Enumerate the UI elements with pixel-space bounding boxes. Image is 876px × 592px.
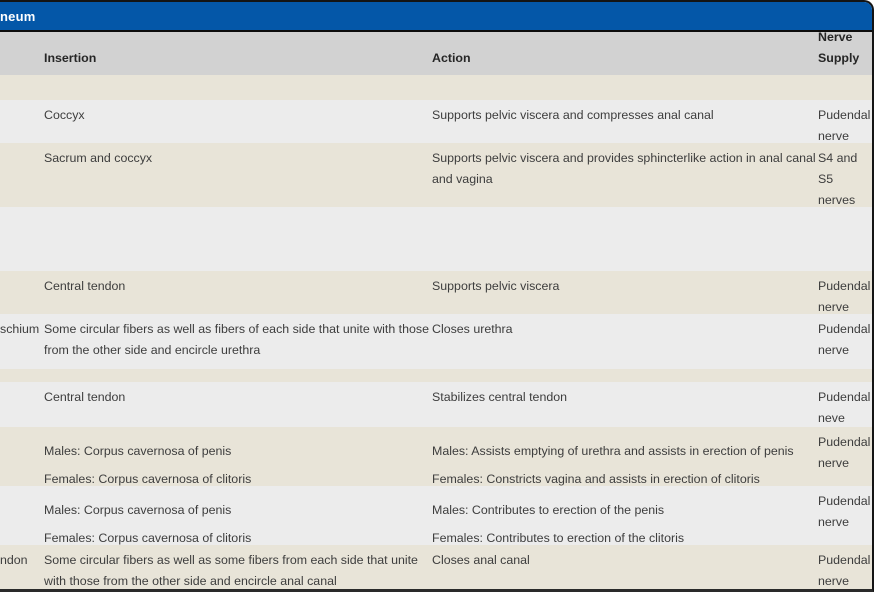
cell-insertion xyxy=(44,545,432,589)
table-row xyxy=(0,545,872,589)
cell-action xyxy=(432,271,818,314)
nerve-supply-text-line: neve xyxy=(818,411,845,425)
cell-nerve-supply xyxy=(818,486,872,545)
action-text-line: Supports pelvic viscera and provides sphincterlike action in anal canal xyxy=(432,151,816,165)
cell-muscle-fragment xyxy=(0,382,44,427)
cell-nerve-supply xyxy=(818,427,872,486)
action-text-line: Closes urethra xyxy=(432,322,513,336)
header-cell-insertion xyxy=(44,48,432,69)
cell-action xyxy=(432,143,818,207)
cell-insertion xyxy=(44,271,432,314)
cell-action xyxy=(432,427,818,486)
cell-muscle-fragment xyxy=(0,100,44,143)
nerve-supply-text-line: nerve xyxy=(818,129,849,143)
insertion-text-line: Some circular fibers as well as some fibers from each side that unite xyxy=(44,553,418,567)
insertion-text-line: Females: Corpus cavernosa of clitoris xyxy=(44,531,252,545)
header-label-insertion: Insertion xyxy=(44,51,97,65)
section-spacer-row xyxy=(0,207,872,271)
nerve-supply-text-line: nerve xyxy=(818,515,849,529)
action-text-line: Closes anal canal xyxy=(432,553,530,567)
muscle-fragment-text: schium xyxy=(0,322,40,336)
nerve-supply-text-line: Pudendal xyxy=(818,322,871,336)
cell-action xyxy=(432,545,818,589)
insertion-text-line: Central tendon xyxy=(44,390,126,404)
table-body xyxy=(0,75,872,589)
header-label-nerve: Nerve xyxy=(818,30,853,44)
nerve-supply-text-line: Pudendal xyxy=(818,435,871,449)
action-text-line: and vagina xyxy=(432,172,493,186)
action-text-line: Females: Constricts vagina and assists in erection of clitoris xyxy=(432,472,760,486)
cell-nerve-supply xyxy=(818,382,872,427)
insertion-text-line: Males: Corpus cavernosa of penis xyxy=(44,503,232,517)
nerve-supply-text-line: nerve xyxy=(818,456,849,470)
insertion-text-line: with those from the other side and encircle anal canal xyxy=(44,574,337,588)
nerve-supply-text-line: Pudendal xyxy=(818,390,871,404)
insertion-text-line: Central tendon xyxy=(44,279,126,293)
action-text-line: Males: Assists emptying of urethra and assists in erection of penis xyxy=(432,444,794,458)
header-label-action: Action xyxy=(432,51,471,65)
cell-nerve-supply xyxy=(818,314,872,369)
cell-insertion xyxy=(44,314,432,369)
cell-action xyxy=(432,314,818,369)
nerve-supply-text-line: nerve xyxy=(818,300,849,314)
header-cell-nerve-supply xyxy=(818,27,872,69)
cell-muscle-fragment xyxy=(0,545,44,589)
action-text-line: Supports pelvic viscera xyxy=(432,279,560,293)
action-text-line: Supports pelvic viscera and compresses anal canal xyxy=(432,108,714,122)
cell-insertion xyxy=(44,382,432,427)
nerve-supply-text-line: nerves xyxy=(818,193,856,207)
table-row xyxy=(0,382,872,427)
cell-action xyxy=(432,382,818,427)
cell-action xyxy=(432,100,818,143)
header-label-supply: Supply xyxy=(818,51,860,65)
insertion-text-line: Males: Corpus cavernosa of penis xyxy=(44,444,232,458)
nerve-supply-text-line: S5 xyxy=(818,172,834,186)
table-title-bar xyxy=(0,2,872,30)
cell-insertion xyxy=(44,486,432,545)
cell-nerve-supply xyxy=(818,143,872,207)
table-row xyxy=(0,427,872,486)
cell-nerve-supply xyxy=(818,545,872,589)
action-text-line: Males: Contributes to erection of the penis xyxy=(432,503,665,517)
cell-nerve-supply xyxy=(818,100,872,143)
cell-insertion xyxy=(44,427,432,486)
insertion-text-line: Females: Corpus cavernosa of clitoris xyxy=(44,472,252,486)
section-spacer-row xyxy=(0,75,872,100)
insertion-text-line: Coccyx xyxy=(44,108,85,122)
action-text-line: Stabilizes central tendon xyxy=(432,390,568,404)
table-row xyxy=(0,314,872,369)
cell-nerve-supply xyxy=(818,271,872,314)
action-text-line: Females: Contributes to erection of the clitoris xyxy=(432,531,685,545)
table-row xyxy=(0,143,872,207)
cell-insertion xyxy=(44,100,432,143)
table-header-row xyxy=(0,32,872,75)
nerve-supply-text-line: nerve xyxy=(818,343,849,357)
cell-muscle-fragment xyxy=(0,271,44,314)
table-row xyxy=(0,271,872,314)
cell-muscle-fragment xyxy=(0,486,44,545)
nerve-supply-text-line: Pudendal xyxy=(818,279,871,293)
nerve-supply-text-line: nerve xyxy=(818,574,849,588)
table-row xyxy=(0,486,872,545)
nerve-supply-text-line: S4 and xyxy=(818,151,858,165)
cell-muscle-fragment xyxy=(0,314,44,369)
cell-insertion xyxy=(44,143,432,207)
insertion-text-line: Some circular fibers as well as fibers of each side that unite with those xyxy=(44,322,429,336)
cell-action xyxy=(432,486,818,545)
insertion-text-line: from the other side and encircle urethra xyxy=(44,343,261,357)
muscle-fragment-text: ndon xyxy=(0,553,28,567)
insertion-text-line: Sacrum and coccyx xyxy=(44,151,153,165)
nerve-supply-text-line: Pudendal xyxy=(818,494,871,508)
table-title-fragment: neum xyxy=(0,8,36,24)
cell-muscle-fragment xyxy=(0,427,44,486)
nerve-supply-text-line: Pudendal xyxy=(818,108,871,122)
cell-muscle-fragment xyxy=(0,143,44,207)
nerve-supply-text-line: Pudendal xyxy=(818,553,871,567)
table-row xyxy=(0,100,872,143)
header-cell-action xyxy=(432,48,818,69)
section-spacer-row xyxy=(0,369,872,382)
